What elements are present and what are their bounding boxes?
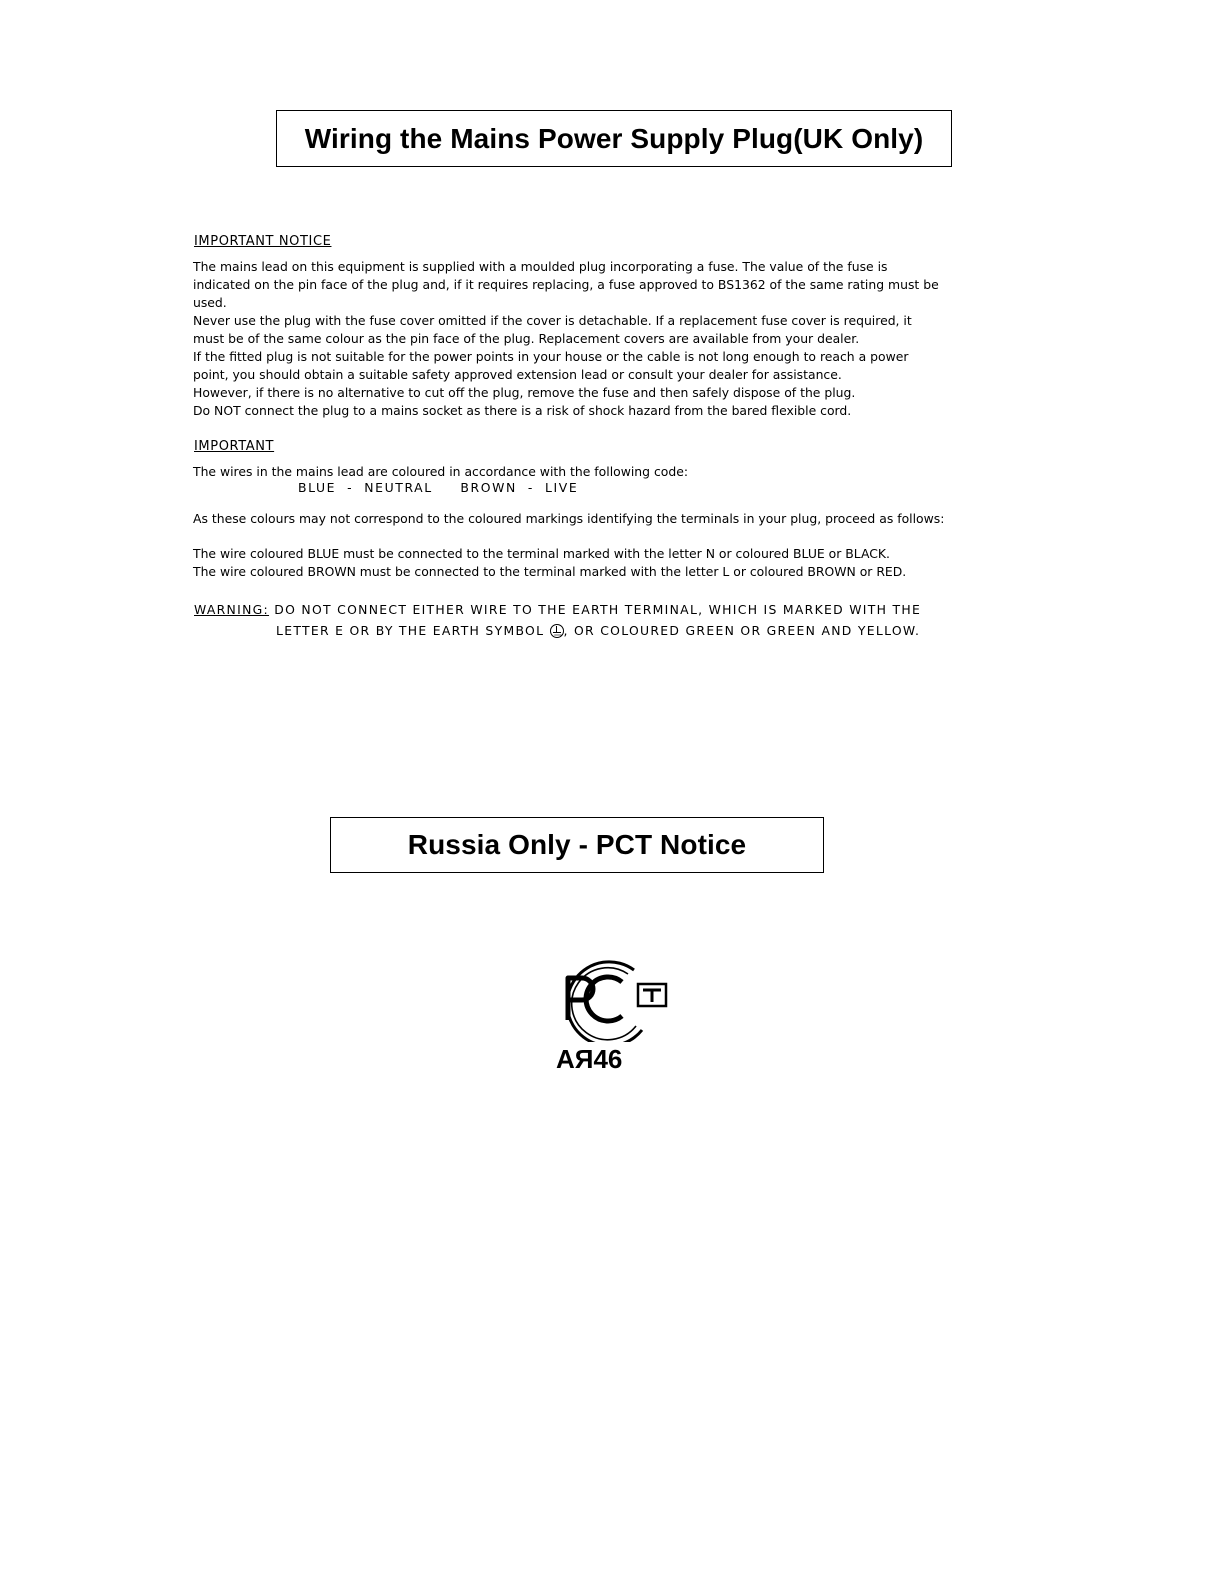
wire-instructions — [193, 545, 945, 581]
important-notice-heading: IMPORTANT NOTICE — [194, 234, 332, 249]
wire-colour-code: BLUE - NEUTRAL BROWN - LIVE — [298, 480, 579, 495]
wires-intro-text: The wires in the mains lead are coloured in accordance with the following code: — [193, 464, 689, 479]
blue-wire-instruction: The wire coloured BLUE must be connected to the terminal marked with the letter N or coloured BLUE or BLACK. — [193, 546, 890, 561]
warning-block — [194, 599, 946, 641]
warning-label: WARNING: — [194, 602, 270, 617]
pct-certification-mark-icon — [538, 952, 674, 1042]
pct-certification-code: AЯ46 — [556, 1044, 623, 1074]
notice-paragraph-unsuitable-plug: If the fitted plug is not suitable for the power points in your house or the cable is not long enough to reach a power point, you should obtain a suitable safety approved extension lead or consult your dealer for assistance. — [193, 349, 909, 382]
warning-line-1: DO NOT CONNECT EITHER WIRE TO THE EARTH TERMINAL, WHICH IS MARKED WITH THE — [274, 602, 922, 617]
notice-paragraph-fuse-cover: Never use the plug with the fuse cover omitted if the cover is detachable. If a replacement fuse cover is required, it must be of the same colour as the pin face of the plug. Replacement covers are available from your dealer. — [193, 313, 912, 346]
proceed-text: As these colours may not correspond to the coloured markings identifying the terminals in your plug, proceed as follows: — [193, 511, 945, 526]
important-notice-body — [193, 258, 945, 420]
warning-line-2-end: , OR COLOURED GREEN OR GREEN AND YELLOW. — [563, 623, 921, 638]
russia-section-title: Russia Only - PCT Notice — [330, 817, 824, 873]
notice-paragraph-dispose: However, if there is no alternative to cut off the plug, remove the fuse and then safely dispose of the plug. — [193, 385, 856, 400]
important-heading: IMPORTANT — [194, 439, 275, 454]
brown-wire-instruction: The wire coloured BROWN must be connected to the terminal marked with the letter L or coloured BROWN or RED. — [193, 564, 907, 579]
warning-line-2 — [194, 620, 946, 641]
warning-line-2-start: LETTER E OR BY THE EARTH SYMBOL — [276, 623, 545, 638]
notice-paragraph-shock-hazard: Do NOT connect the plug to a mains socket as there is a risk of shock hazard from the bared flexible cord. — [193, 403, 852, 418]
uk-section-title: Wiring the Mains Power Supply Plug(UK Only) — [276, 110, 952, 167]
notice-paragraph-fuse: The mains lead on this equipment is supplied with a moulded plug incorporating a fuse. The value of the fuse is indicated on the pin face of the plug and, if it requires replacing, a fuse approved to BS1362 of the same rating must be used. — [193, 259, 939, 310]
earth-symbol-icon — [550, 624, 564, 638]
